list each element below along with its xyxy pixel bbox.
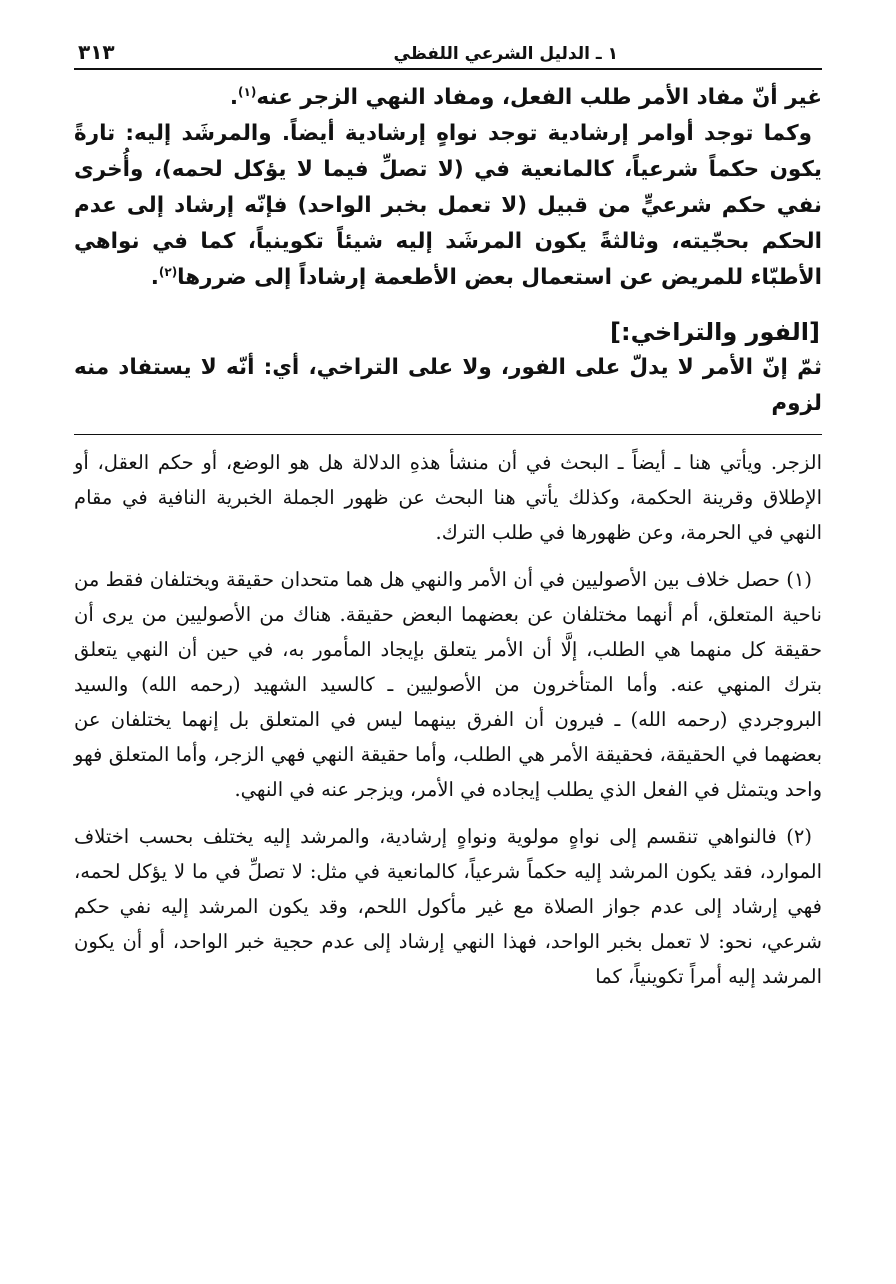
paragraph-2-text: وكما توجد أوامر إرشادية توجد نواهٍ إرشادية أيضاً. والمرشَد إليه: تارةً يكون حكماً شرعياً، كالمانعية في (لا تصلِّ فيما لا يؤكل لحمه)، وأُخرى نفي حكم شرعيٍّ من قبيل (لا تعمل بخبر الواحد) فإنّه إرشاد إلى عدم الحكم بحجّيته، وثالثةً يكون المرشَد إليه شيئاً تكوينياً، كما في نواهي الأطبّاء للمريض عن استعمال بعض الأطعمة إرشاداً إلى ضررها: [74, 121, 822, 290]
footnotes-section: [74, 445, 822, 994]
book-page: [74, 26, 822, 1006]
footnote-1-marker: (١): [786, 568, 812, 591]
paragraph-1-text: غير أنّ مفاد الأمر طلب الفعل، ومفاد النهي الزجر عنه: [256, 85, 822, 110]
footnote-2-text: فالنواهي تنقسم إلى نواهٍ مولوية ونواهٍ إرشادية، والمرشد إليه يختلف بحسب اختلاف الموارد، فقد يكون المرشد إليه حكماً شرعياً، كالمانعية في مثل: لا تصلِّ في ما لا يؤكل لحمه، فهي إرشاد إلى عدم جواز الصلاة مع غير مأكول اللحم، وقد يكون المرشد إليه نفي حكم شرعي، نحو: لا تعمل بخبر الواحد، فهذا النهي إرشاد إلى عدم حجية خبر الواحد، أو أن يكون المرشد إليه أمراً تكوينياً، كما: [74, 825, 822, 988]
paragraph-1-end: .: [229, 85, 239, 110]
page-number: ٣١٣: [78, 40, 115, 64]
footnote-1-text: حصل خلاف بين الأصوليين في أن الأمر والنهي هل هما متحدان حقيقة ويختلفان فقط من ناحية المتعلق، أم أنهما مختلفان عن بعضهما البعض حقيقة. هناك من الأصوليين من يرى أن حقيقة كل منهما هي الطلب، إلَّا أن الأمر يتعلق بإيجاد المأمور به، في حين أن النهي يتعلق بترك المنهي عنه. وأما المتأخرون من الأصوليين ـ كالسيد الشهيد (رحمه الله) والسيد البروجردي (رحمه الله) ـ فيرون أن الفرق بينهما ليس في المتعلق بل إنهما يختلفان عن بعضهما في الحقيقة، فحقيقة الأمر هي الطلب، وأما حقيقة النهي فهي الزجر، وأما المتعلق فهو واحد ويتمثل في الفعل الذي يطلب إيجاده في الأمر، ويزجر عنه في النهي.: [74, 568, 822, 801]
paragraph-2: [74, 116, 822, 296]
page-header: [74, 26, 822, 70]
footnote-ref-1[interactable]: (١): [238, 84, 257, 99]
footnote-2: [74, 819, 822, 994]
paragraph-2-end: .: [150, 265, 159, 290]
paragraph-3: ثمّ إنّ الأمر لا يدلّ على الفور، ولا على التراخي، أي: أنّه لا يستفاد منه لزوم: [74, 355, 822, 416]
paragraph-1: [74, 80, 822, 116]
footnote-continuation: الزجر. ويأتي هنا ـ أيضاً ـ البحث في أن منشأ هذهِ الدلالة هل هو الوضع، أو حكم العقل، أو الإطلاق وقرينة الحكمة، وكذلك يأتي هنا البحث عن ظهور الجملة الخبرية النافية في مقام النهي في الحرمة، وعن ظهورها في طلب الترك.: [74, 451, 822, 544]
running-title: ١ ـ الدليل الشرعي اللفظي: [393, 44, 618, 64]
main-text: [74, 80, 822, 422]
footnote-2-marker: (٢): [786, 825, 812, 848]
footnote-ref-2[interactable]: (٢): [158, 264, 178, 279]
footnote-separator: [74, 434, 822, 435]
footnote-1: [74, 562, 822, 807]
section-heading: [الفور والتراخي:]: [610, 318, 820, 346]
